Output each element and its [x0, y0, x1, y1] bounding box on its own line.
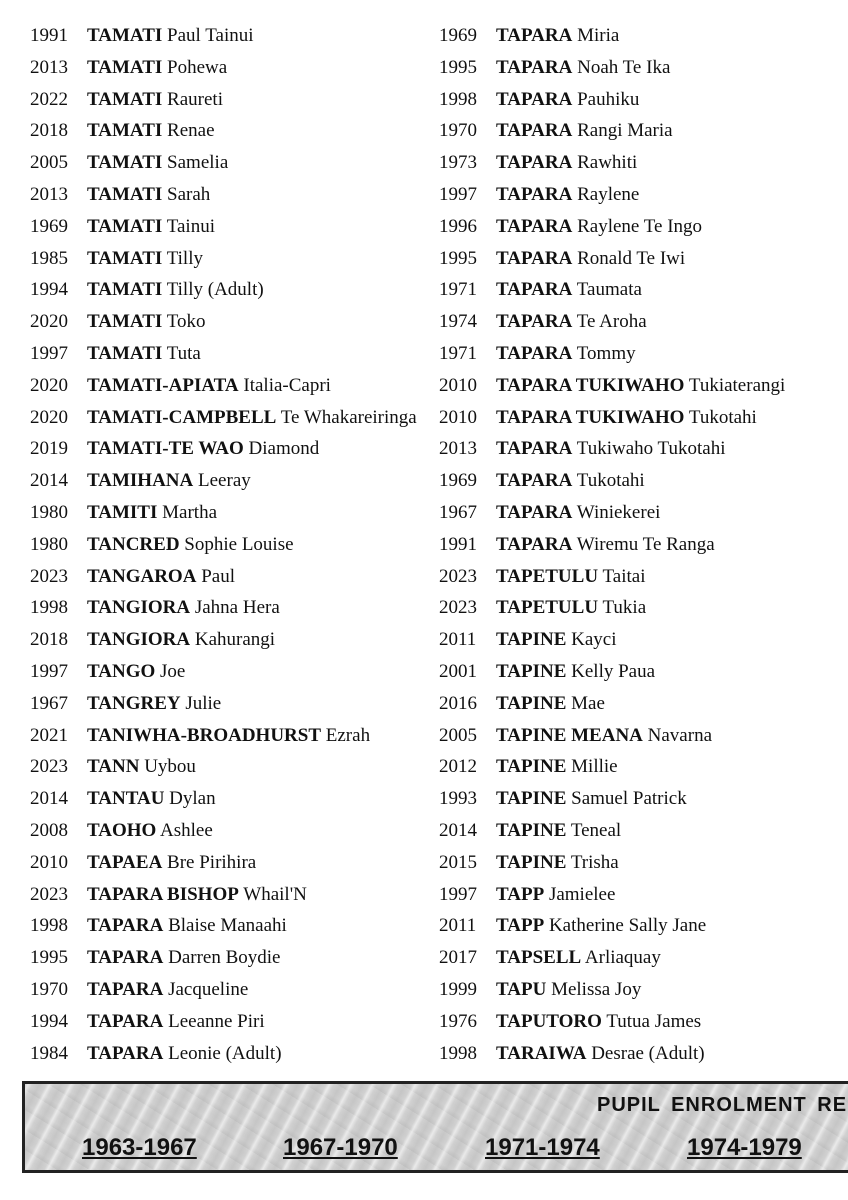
enrolment-entry — [30, 1038, 435, 1070]
enrolment-year: 2014 — [30, 470, 68, 492]
given-names: Sophie Louise — [184, 533, 294, 555]
enrolment-entry — [439, 402, 848, 434]
surname: TAPINE — [496, 756, 567, 778]
enrolment-entry — [439, 147, 848, 179]
given-names: Raureti — [167, 88, 223, 110]
enrolment-year: 1969 — [30, 215, 68, 237]
enrolment-entry — [30, 847, 435, 879]
enrolment-entry — [439, 656, 848, 688]
enrolment-year: 1998 — [439, 1042, 477, 1064]
surname: TAPARA — [496, 183, 573, 205]
left-column — [30, 20, 435, 1069]
enrolment-entry — [439, 783, 848, 815]
given-names: Katherine Sally Jane — [548, 915, 707, 937]
enrolment-entry — [439, 306, 848, 338]
given-names: Rangi Maria — [577, 120, 673, 142]
given-names: Winiekerei — [576, 501, 661, 523]
enrolment-entry — [30, 1006, 435, 1038]
enrolment-entry — [439, 433, 848, 465]
surname: TAMATI — [87, 279, 163, 301]
surname: TARAIWA — [496, 1042, 587, 1064]
enrolment-year: 1991 — [30, 25, 68, 46]
enrolment-entry — [30, 879, 435, 911]
enrolment-entry — [30, 497, 435, 529]
surname: TAPINE — [496, 692, 567, 714]
enrolment-entry — [439, 910, 848, 942]
surname: TAPP — [496, 883, 545, 905]
surname: TAPETULU — [496, 597, 599, 619]
enrolment-entry — [30, 592, 435, 624]
surname: TANN — [87, 756, 140, 778]
given-names: Tuta — [166, 342, 201, 364]
given-names: Ezrah — [325, 724, 371, 746]
given-names: Bre Pirihira — [167, 851, 257, 873]
given-names: Jamielee — [548, 883, 616, 905]
enrolment-year: 1971 — [439, 342, 477, 364]
enrolment-year: 1994 — [30, 1010, 68, 1032]
enrolment-entry — [30, 274, 435, 306]
enrolment-year: 2020 — [30, 406, 68, 428]
surname: TAPINE — [496, 819, 567, 841]
enrolment-entry — [439, 243, 848, 275]
given-names: Jahna Hera — [194, 597, 280, 619]
surname: TAPAEA — [87, 851, 163, 873]
enrolment-entry — [30, 720, 435, 752]
enrolment-year: 1971 — [439, 279, 477, 301]
enrolment-year: 2013 — [30, 183, 68, 205]
enrolment-entry — [30, 370, 435, 402]
surname: TAPARA — [87, 978, 164, 1000]
enrolment-entry — [439, 497, 848, 529]
enrolment-year: 1970 — [439, 120, 477, 142]
enrolment-entry — [439, 274, 848, 306]
enrolment-year: 1973 — [439, 152, 477, 174]
enrolment-year: 2023 — [439, 565, 477, 587]
surname: TAPARA TUKIWAHO — [496, 406, 685, 428]
given-names: Tilly (Adult) — [166, 279, 264, 301]
surname: TAPARA — [496, 279, 573, 301]
enrolment-entry — [439, 942, 848, 974]
enrolment-year: 2013 — [30, 56, 68, 78]
given-names: Paul — [201, 565, 235, 587]
surname: TAPARA — [496, 533, 573, 555]
surname: TAMATI — [87, 342, 163, 364]
given-names: Martha — [162, 501, 218, 523]
surname: TAOHO — [87, 819, 157, 841]
enrolment-year: 1967 — [30, 692, 68, 714]
enrolment-year: 1998 — [30, 597, 68, 619]
given-names: Raylene Te Ingo — [577, 215, 703, 237]
enrolment-year: 2018 — [30, 629, 68, 651]
enrolment-entry — [439, 211, 848, 243]
enrolment-entry — [30, 529, 435, 561]
surname: TAPARA — [496, 25, 573, 46]
given-names: Taitai — [602, 565, 646, 587]
given-names: Pohewa — [167, 56, 228, 78]
given-names: Darren Boydie — [168, 947, 281, 969]
enrolment-year: 1997 — [439, 883, 477, 905]
enrolment-entry — [30, 52, 435, 84]
surname: TAPARA — [496, 120, 573, 142]
enrolment-year: 2014 — [439, 819, 477, 841]
surname: TAPINE — [496, 629, 567, 651]
surname: TAPARA — [496, 311, 573, 333]
year-range-1967-1970[interactable]: 1967-1970 — [283, 1134, 398, 1161]
enrolment-year: 2011 — [439, 915, 477, 937]
surname: TAPARA — [496, 88, 573, 110]
enrolment-year: 1997 — [30, 660, 68, 682]
given-names: Leonie (Adult) — [168, 1042, 282, 1064]
enrolment-year: 2023 — [30, 883, 68, 905]
given-names: Tukotahi — [688, 406, 757, 428]
surname: TAMITI — [87, 501, 158, 523]
surname: TANGO — [87, 660, 156, 682]
enrolment-entry — [30, 147, 435, 179]
surname: TANGIORA — [87, 629, 191, 651]
enrolment-year: 1969 — [439, 25, 477, 46]
given-names: Blaise Manaahi — [168, 915, 287, 937]
surname: TAMATI — [87, 311, 163, 333]
surname: TAPUTORO — [496, 1010, 602, 1032]
surname: TAPARA — [87, 1010, 164, 1032]
surname: TAMATI-APIATA — [87, 374, 239, 396]
given-names: Kayci — [571, 629, 617, 651]
given-names: Tukiwaho Tukotahi — [576, 438, 726, 460]
given-names: Tommy — [576, 342, 636, 364]
enrolment-entry — [30, 974, 435, 1006]
enrolment-entry — [439, 592, 848, 624]
given-names: Teneal — [570, 819, 622, 841]
given-names: Italia-Capri — [243, 374, 331, 396]
given-names: Trisha — [570, 851, 619, 873]
enrolment-year: 1993 — [439, 788, 477, 810]
given-names: Diamond — [248, 438, 320, 460]
given-names: Paul Tainui — [167, 25, 254, 46]
given-names: Dylan — [169, 788, 216, 810]
enrolment-entry — [30, 179, 435, 211]
given-names: Raylene — [577, 183, 640, 205]
enrolment-year: 2019 — [30, 438, 68, 460]
surname: TAMATI-TE WAO — [87, 438, 244, 460]
surname: TAPARA — [87, 1042, 164, 1064]
given-names: Tukia — [602, 597, 647, 619]
given-names: Taumata — [576, 279, 642, 301]
enrolment-entry — [439, 751, 848, 783]
given-names: Desrae (Adult) — [591, 1042, 705, 1064]
given-names: Samuel Patrick — [571, 788, 687, 810]
enrolment-entry — [30, 783, 435, 815]
given-names: Toko — [166, 311, 206, 333]
enrolment-entry — [439, 688, 848, 720]
given-names: Pauhiku — [577, 88, 640, 110]
surname: TAPARA BISHOP — [87, 883, 239, 905]
given-names: Tilly — [166, 247, 203, 269]
enrolment-entry — [439, 20, 848, 52]
enrolment-year: 2023 — [30, 756, 68, 778]
footer-title: PUPIL ENROLMENT RE — [597, 1094, 848, 1116]
enrolment-entry — [30, 84, 435, 116]
enrolment-entry — [439, 1038, 848, 1070]
given-names: Te Aroha — [576, 311, 647, 333]
enrolment-year: 2005 — [439, 724, 477, 746]
enrolment-year: 2016 — [439, 692, 477, 714]
given-names: Millie — [571, 756, 618, 778]
given-names: Sarah — [167, 183, 211, 205]
enrolment-year: 2015 — [439, 851, 477, 873]
enrolment-year: 1997 — [30, 342, 68, 364]
surname: TAPINE — [496, 851, 567, 873]
enrolment-entry — [30, 433, 435, 465]
enrolment-footer-banner — [22, 1081, 848, 1173]
enrolment-entry — [439, 529, 848, 561]
year-range-1963-1967[interactable]: 1963-1967 — [82, 1134, 197, 1161]
given-names: Tukiaterangi — [688, 374, 786, 396]
enrolment-year: 1969 — [439, 470, 477, 492]
enrolment-year: 1991 — [439, 533, 477, 555]
surname: TAPARA — [496, 215, 573, 237]
enrolment-year: 1985 — [30, 247, 68, 269]
enrolment-entry — [30, 910, 435, 942]
enrolment-year: 2010 — [30, 851, 68, 873]
enrolment-year: 2014 — [30, 788, 68, 810]
enrolment-entry — [30, 942, 435, 974]
given-names: Arliaquay — [584, 947, 661, 969]
given-names: Noah Te Ika — [577, 56, 671, 78]
surname: TANGIORA — [87, 597, 191, 619]
given-names: Rawhiti — [577, 152, 638, 174]
enrolment-entry — [30, 465, 435, 497]
given-names: Kelly Paua — [571, 660, 656, 682]
surname: TAMATI — [87, 25, 163, 46]
enrolment-entry — [30, 751, 435, 783]
enrolment-entry — [30, 338, 435, 370]
enrolment-year: 2023 — [30, 565, 68, 587]
enrolment-year: 1998 — [439, 88, 477, 110]
enrolment-year: 1998 — [30, 915, 68, 937]
enrolment-entry — [30, 815, 435, 847]
enrolment-entry — [30, 561, 435, 593]
enrolment-entry — [439, 1006, 848, 1038]
surname: TAPSELL — [496, 947, 582, 969]
surname: TAMATI — [87, 247, 163, 269]
enrolment-entry — [439, 815, 848, 847]
surname: TAPARA TUKIWAHO — [496, 374, 685, 396]
surname: TAPARA — [496, 438, 573, 460]
surname: TAPARA — [496, 470, 573, 492]
given-names: Te Whakareiringa — [280, 406, 417, 428]
enrolment-entry — [439, 624, 848, 656]
given-names: Renae — [167, 120, 215, 142]
surname: TAMATI — [87, 120, 163, 142]
given-names: Jacqueline — [168, 978, 249, 1000]
enrolment-year: 2012 — [439, 756, 477, 778]
enrolment-entry — [439, 720, 848, 752]
enrolment-entry — [30, 688, 435, 720]
enrolment-year: 1996 — [439, 215, 477, 237]
given-names: Kahurangi — [194, 629, 276, 651]
surname: TAPARA — [496, 152, 573, 174]
year-range-1971-1974[interactable]: 1971-1974 — [485, 1134, 600, 1161]
right-column — [439, 20, 848, 1069]
enrolment-year: 2010 — [439, 374, 477, 396]
given-names: Leeanne Piri — [168, 1010, 265, 1032]
enrolment-year: 1974 — [439, 311, 477, 333]
surname: TAPETULU — [496, 565, 599, 587]
enrolment-year: 2013 — [439, 438, 477, 460]
given-names: Tainui — [166, 215, 215, 237]
given-names: Tutua James — [606, 1010, 702, 1032]
enrolment-entry — [30, 20, 435, 52]
surname: TAMATI — [87, 88, 163, 110]
enrolment-year: 1980 — [30, 533, 68, 555]
given-names: Whail'N — [243, 883, 307, 905]
given-names: Wiremu Te Ranga — [576, 533, 715, 555]
surname: TAPARA — [496, 247, 573, 269]
enrolment-year: 1995 — [439, 56, 477, 78]
enrolment-entry — [30, 656, 435, 688]
given-names: Julie — [185, 692, 222, 714]
given-names: Ronald Te Iwi — [577, 247, 686, 269]
enrolment-year: 1995 — [439, 247, 477, 269]
enrolment-year: 2008 — [30, 819, 68, 841]
surname: TANTAU — [87, 788, 165, 810]
enrolment-entry — [439, 847, 848, 879]
year-range-1974-1979[interactable]: 1974-1979 — [687, 1134, 802, 1161]
surname: TANGREY — [87, 692, 181, 714]
surname: TAMATI — [87, 152, 163, 174]
enrolment-year: 1995 — [30, 947, 68, 969]
enrolment-entry — [439, 84, 848, 116]
enrolment-year: 2011 — [439, 629, 477, 651]
surname: TAPINE — [496, 660, 567, 682]
enrolment-year: 2010 — [439, 406, 477, 428]
enrolment-entry — [439, 338, 848, 370]
enrolment-entry — [30, 624, 435, 656]
surname: TAPARA — [496, 342, 573, 364]
enrolment-year: 2020 — [30, 311, 68, 333]
enrolment-entry — [439, 561, 848, 593]
surname: TAPU — [496, 978, 547, 1000]
given-names: Samelia — [167, 152, 229, 174]
enrolment-entry — [439, 179, 848, 211]
enrolment-entry — [30, 402, 435, 434]
enrolment-year: 1994 — [30, 279, 68, 301]
surname: TAMATI-CAMPBELL — [87, 406, 277, 428]
enrolment-entry — [439, 370, 848, 402]
enrolment-entry — [30, 243, 435, 275]
surname: TANGAROA — [87, 565, 197, 587]
enrolment-year: 1997 — [439, 183, 477, 205]
given-names: Leeray — [198, 470, 251, 492]
given-names: Joe — [160, 660, 186, 682]
enrolment-year: 2020 — [30, 374, 68, 396]
enrolment-entry — [439, 879, 848, 911]
enrolment-year: 1999 — [439, 978, 477, 1000]
surname: TAPP — [496, 915, 545, 937]
enrolment-year: 1976 — [439, 1010, 477, 1032]
surname: TAPARA — [87, 947, 164, 969]
enrolment-year: 2001 — [439, 660, 477, 682]
surname: TAMATI — [87, 215, 163, 237]
given-names: Melissa Joy — [551, 978, 642, 1000]
enrolment-year: 1984 — [30, 1042, 68, 1064]
surname: TANIWHA-BROADHURST — [87, 724, 322, 746]
surname: TANCRED — [87, 533, 180, 555]
enrolment-year: 1970 — [30, 978, 68, 1000]
enrolment-entry — [439, 115, 848, 147]
enrolment-year: 2017 — [439, 947, 477, 969]
surname: TAPARA — [496, 501, 573, 523]
given-names: Miria — [577, 25, 620, 46]
surname: TAPINE — [496, 788, 567, 810]
enrolment-year: 2005 — [30, 152, 68, 174]
surname: TAMIHANA — [87, 470, 194, 492]
enrolment-entry — [30, 115, 435, 147]
enrolment-year: 2023 — [439, 597, 477, 619]
surname: TAPARA — [87, 915, 164, 937]
surname: TAMATI — [87, 183, 163, 205]
surname: TAPINE MEANA — [496, 724, 643, 746]
enrolment-year: 2022 — [30, 88, 68, 110]
surname: TAMATI — [87, 56, 163, 78]
given-names: Uybou — [144, 756, 196, 778]
enrolment-entry — [439, 974, 848, 1006]
enrolment-year: 1967 — [439, 501, 477, 523]
enrolment-entry — [439, 465, 848, 497]
enrolment-entry — [30, 306, 435, 338]
given-names: Navarna — [647, 724, 713, 746]
enrolment-entry — [439, 52, 848, 84]
enrolment-year: 2018 — [30, 120, 68, 142]
enrolment-year: 2021 — [30, 724, 68, 746]
given-names: Tukotahi — [576, 470, 645, 492]
enrolment-year: 1980 — [30, 501, 68, 523]
given-names: Mae — [571, 692, 605, 714]
enrolment-entry — [30, 211, 435, 243]
surname: TAPARA — [496, 56, 573, 78]
given-names: Ashlee — [160, 819, 213, 841]
